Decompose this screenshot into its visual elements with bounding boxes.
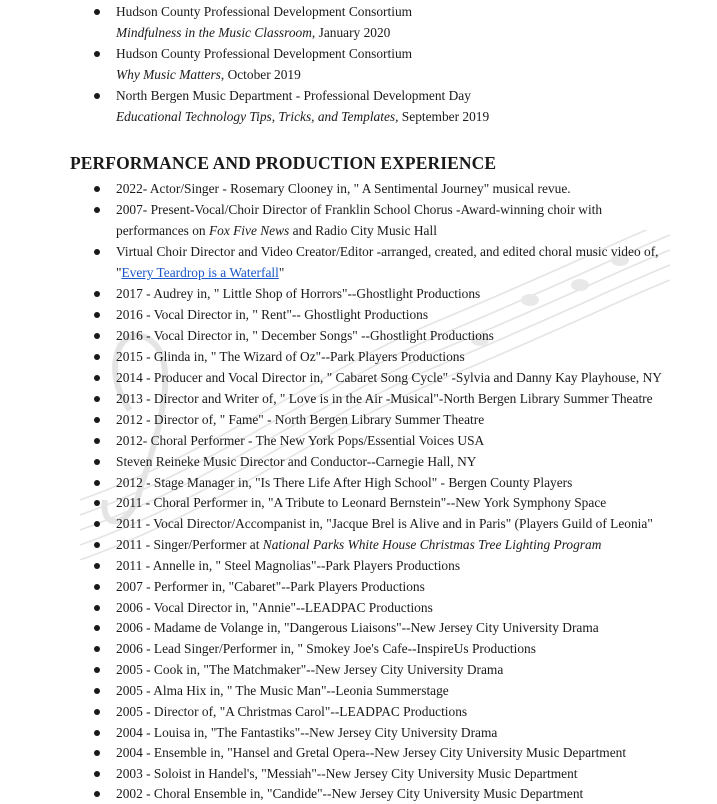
list-item: Steven Reineke Music Director and Conductor--Carnegie Hall, NY — [116, 451, 697, 472]
video-link[interactable]: Every Teardrop is a Waterfall — [121, 265, 279, 280]
section-heading: PERFORMANCE AND PRODUCTION EXPERIENCE — [70, 153, 497, 173]
pd-date: , January 2020 — [311, 25, 391, 40]
list-item — [116, 85, 697, 127]
list-item: 2011 - Vocal Director/Accompanist in, "Jacque Brel is Alive and in Paris" (Players Guild of Leonia" — [116, 513, 697, 534]
list-item: Virtual Choir Director and Video Creator/Editor -arranged, created, and edited choral music video of, "Every Teardrop is a Waterfall" — [116, 241, 669, 283]
pd-org: North Bergen Music Department - Professional Development Day — [116, 88, 471, 103]
list-item: 2004 - Ensemble in, "Hansel and Gretal Opera--New Jersey City University Music Department — [116, 742, 697, 763]
list-item — [116, 43, 697, 85]
list-item: 2014 - Producer and Vocal Director in, " Cabaret Song Cycle" -Sylvia and Danny Kay Playhouse, NY — [116, 367, 697, 388]
pd-title: Mindfulness in the Music Classroom — [116, 25, 312, 40]
pd-org: Hudson County Professional Development Consortium — [116, 46, 413, 61]
list-item: 2011 - Singer/Performer at National Parks White House Christmas Tree Lighting Program — [116, 534, 697, 555]
list-item: 2012- Choral Performer - The New York Pops/Essential Voices USA — [116, 430, 697, 451]
list-item: 2006 - Vocal Director in, "Annie"--LEADPAC Productions — [116, 597, 697, 618]
list-item: 2003 - Soloist in Handel's, "Messiah"--New Jersey City University Music Department — [116, 763, 697, 784]
list-item: 2005 - Cook in, "The Matchmaker"--New Jersey City University Drama — [116, 659, 697, 680]
list-item: 2005 - Director of, "A Christmas Carol"--LEADPAC Productions — [116, 701, 697, 722]
list-item: 2017 - Audrey in, " Little Shop of Horrors"--Ghostlight Productions — [116, 283, 697, 304]
list-item: 2015 - Glinda in, " The Wizard of Oz"--Park Players Productions — [116, 346, 697, 367]
list-item — [116, 1, 697, 43]
list-item: 2002 - Choral Ensemble in, "Candide"--New Jersey City University Music Department — [116, 783, 697, 804]
list-item: 2007 - Performer in, "Cabaret"--Park Players Productions — [116, 576, 697, 597]
pd-title: Why Music Matters — [116, 67, 221, 82]
list-item: 2006 - Lead Singer/Performer in, " Smokey Joe's Cafe--InspireUs Productions — [116, 638, 697, 659]
pd-date: , October 2019 — [220, 67, 301, 82]
list-item: 2006 - Madame de Volange in, "Dangerous Liaisons"--New Jersey City University Drama — [116, 617, 697, 638]
list-item: 2004 - Louisa in, "The Fantastiks"--New Jersey City University Drama — [116, 722, 697, 743]
list-item: 2013 - Director and Writer of, " Love is in the Air -Musical"-North Bergen Library Summer Theatre — [116, 388, 697, 409]
list-item: 2012 - Director of, " Fame" - North Bergen Library Summer Theatre — [116, 409, 697, 430]
pd-date: , September 2019 — [395, 109, 490, 124]
pd-title: Educational Technology Tips, Tricks, and Templates — [116, 109, 396, 124]
list-item: 2011 - Annelle in, " Steel Magnolias"--Park Players Productions — [116, 555, 697, 576]
list-item: 2022- Actor/Singer - Rosemary Clooney in, " A Sentimental Journey" musical revue. — [116, 178, 697, 199]
list-item: 2016 - Vocal Director in, " December Songs" --Ghostlight Productions — [116, 325, 697, 346]
list-item: 2012 - Stage Manager in, "Is There Life After High School" - Bergen County Players — [116, 472, 697, 493]
list-item: 2007- Present-Vocal/Choir Director of Franklin School Chorus -Award-winning choir with performances on Fox Five News and Radio City Music Hall — [116, 199, 669, 241]
pd-org: Hudson County Professional Development Consortium — [116, 4, 413, 19]
list-item: 2005 - Alma Hix in, " The Music Man"--Leonia Summerstage — [116, 680, 697, 701]
list-item: 2016 - Vocal Director in, " Rent"-- Ghostlight Productions — [116, 304, 697, 325]
list-item: 2011 - Choral Performer in, "A Tribute to Leonard Bernstein"--New York Symphony Space — [116, 492, 697, 513]
